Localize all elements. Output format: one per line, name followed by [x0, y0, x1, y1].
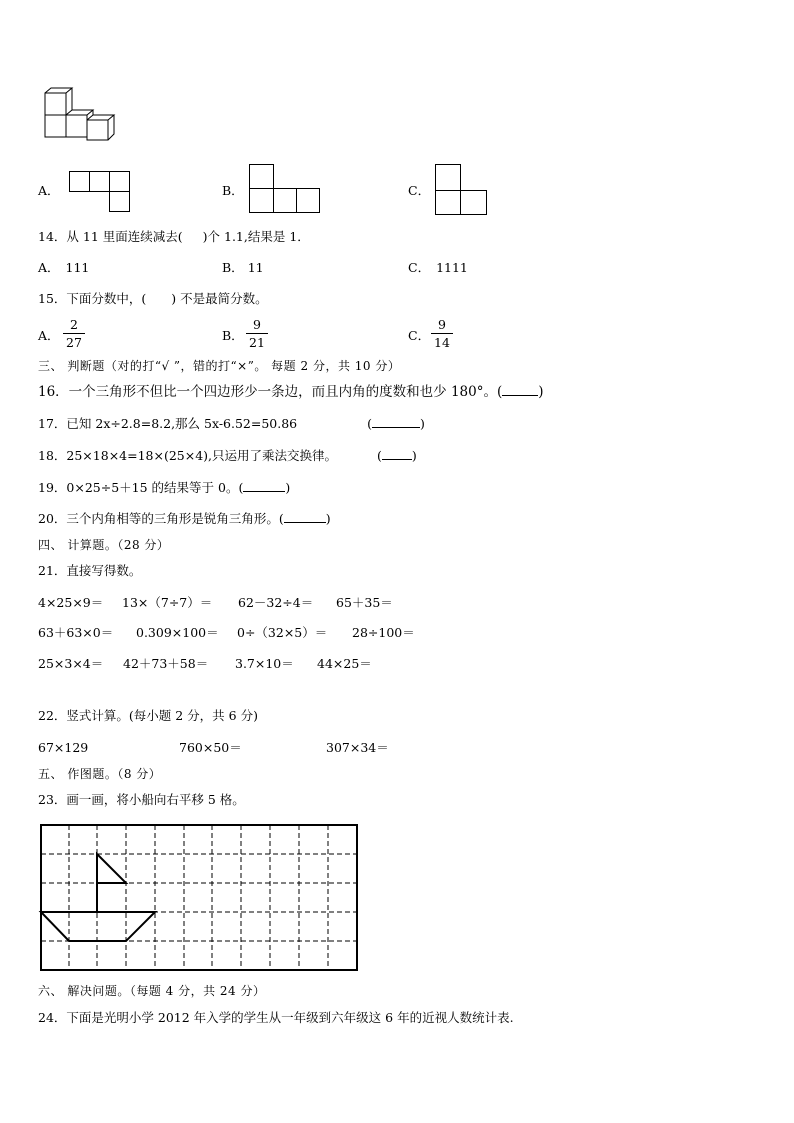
q14-option-b-text: 11: [247, 260, 264, 275]
q17-close: ): [420, 416, 425, 431]
q15-stem: 15．下面分数中，( ) 不是最简分数。: [38, 291, 268, 306]
q24-stem: 24．下面是光明小学 2012 年入学的学生从一年级到六年级这 6 年的近视人数统计表.: [38, 1010, 514, 1025]
fraction-bar: [63, 333, 85, 334]
vertical-calc-item[interactable]: 760×50＝: [179, 740, 242, 755]
cube-stack-figure: [44, 88, 118, 142]
calc-item[interactable]: 0.309×100＝: [136, 625, 219, 640]
q21-stem: 21．直接写得数。: [38, 563, 142, 578]
calc-item[interactable]: 0÷（32×5）＝: [237, 625, 328, 640]
fraction-denominator: 27: [66, 335, 82, 350]
fraction-numerator: 2: [70, 317, 78, 332]
q19-answer-blank[interactable]: [243, 480, 285, 492]
section-4-title: 四、 计算题。（28 分）: [38, 538, 170, 552]
q15-option-a-fraction[interactable]: [62, 317, 86, 350]
boat-grid-figure[interactable]: [40, 824, 360, 972]
calc-item[interactable]: 42＋73＋58＝: [123, 656, 209, 671]
q13-option-b-view[interactable]: [249, 164, 321, 214]
calc-item[interactable]: 13×（7÷7）＝: [122, 595, 213, 610]
q14-option-a-text: 111: [65, 260, 90, 275]
q22-items: [38, 740, 389, 756]
calc-item[interactable]: 63＋63×0＝: [38, 625, 114, 640]
q20-close: ): [325, 511, 331, 526]
fraction-denominator: 14: [434, 335, 450, 350]
q23-stem: 23．画一画，将小船向右平移 5 格。: [38, 792, 245, 807]
section-3-title: 三、 判断题（对的打“√ ”，错的打“×”。 每题 2 分，共 10 分）: [38, 359, 401, 373]
q14-option-c-label: C．: [408, 260, 431, 275]
q15-option-a-label: A．: [38, 328, 60, 343]
q19-text: 19．0×25÷5＋15 的结果等于 0。(: [38, 480, 244, 495]
vertical-calc-item[interactable]: 67×129: [38, 740, 89, 755]
q20-text: 20．三个内角相等的三角形是锐角三角形。(: [38, 511, 284, 526]
q18-answer-blank[interactable]: [382, 448, 412, 460]
q17: [38, 416, 425, 432]
q15-option-c-label: C．: [408, 328, 431, 343]
q16-text: 16．一个三角形不但比一个四边形少一条边，而且内角的度数和也少 180°。(: [38, 384, 503, 400]
calc-item[interactable]: 3.7×10＝: [235, 656, 294, 671]
q21-row-3: [38, 656, 372, 672]
fraction-numerator: 9: [253, 317, 261, 332]
calc-item[interactable]: 62－32÷4＝: [238, 595, 314, 610]
section-5-title: 五、 作图题。（8 分）: [38, 767, 162, 781]
q13-option-a-label: A．: [38, 183, 60, 198]
q21-row-2: [38, 625, 415, 641]
calc-item[interactable]: 4×25×9＝: [38, 595, 104, 610]
q17-text: 17．已知 2x÷2.8=8.2,那么 5x-6.52=50.86: [38, 416, 298, 431]
fraction-numerator: 9: [438, 317, 446, 332]
fraction-denominator: 21: [249, 335, 265, 350]
q13-option-c-label: C．: [408, 183, 431, 198]
q18-text: 18．25×18×4=18×(25×4),只运用了乘法交换律。: [38, 448, 338, 463]
grid-border: [41, 825, 357, 970]
q17-open: (: [367, 416, 373, 431]
fraction-bar: [246, 333, 268, 334]
q13-option-a-view[interactable]: [69, 171, 131, 213]
q14-option-c[interactable]: [408, 260, 468, 276]
q22-stem: 22．竖式计算。(每小题 2 分，共 6 分): [38, 708, 258, 723]
calc-item[interactable]: 25×3×4＝: [38, 656, 104, 671]
vertical-calc-item[interactable]: 307×34＝: [326, 740, 389, 755]
section-6-title: 六、 解决问题。（每题 4 分，共 24 分）: [38, 984, 266, 998]
calc-item[interactable]: 65＋35＝: [336, 595, 393, 610]
q14-option-a-label: A．: [38, 260, 60, 275]
calc-item[interactable]: 28÷100＝: [352, 625, 415, 640]
q18: [38, 448, 417, 464]
q18-close: ): [411, 448, 417, 463]
q14-option-b-label: B．: [222, 260, 244, 275]
q21-row-1: [38, 595, 393, 611]
q13-option-c-view[interactable]: [435, 164, 489, 216]
q15-option-b-fraction[interactable]: [245, 317, 269, 350]
q16-answer-blank[interactable]: [502, 384, 538, 396]
q17-answer-blank[interactable]: [372, 416, 420, 428]
calc-item[interactable]: 44×25＝: [317, 656, 372, 671]
q16: [38, 384, 544, 400]
fraction-bar: [431, 333, 453, 334]
q19-close: ): [285, 480, 291, 495]
q16-close: ): [538, 384, 544, 400]
q13-option-b-label: B．: [222, 183, 244, 198]
q14-option-a[interactable]: [38, 260, 89, 276]
q18-open: (: [377, 448, 382, 463]
q14-stem-prefix: 14．从 11 里面连续减去(: [38, 229, 183, 244]
q20-answer-blank[interactable]: [284, 511, 326, 523]
q20: [38, 511, 331, 527]
q14-stem: [38, 229, 310, 245]
q14-option-c-text: 1111: [436, 260, 468, 275]
q15-option-c-fraction[interactable]: [430, 317, 454, 350]
q15-option-b-label: B．: [222, 328, 244, 343]
boat-shape: [41, 854, 155, 941]
q19: [38, 480, 290, 496]
q14-option-b[interactable]: [222, 260, 264, 276]
q14-stem-suffix: )个 1.1,结果是 1．: [202, 229, 310, 244]
